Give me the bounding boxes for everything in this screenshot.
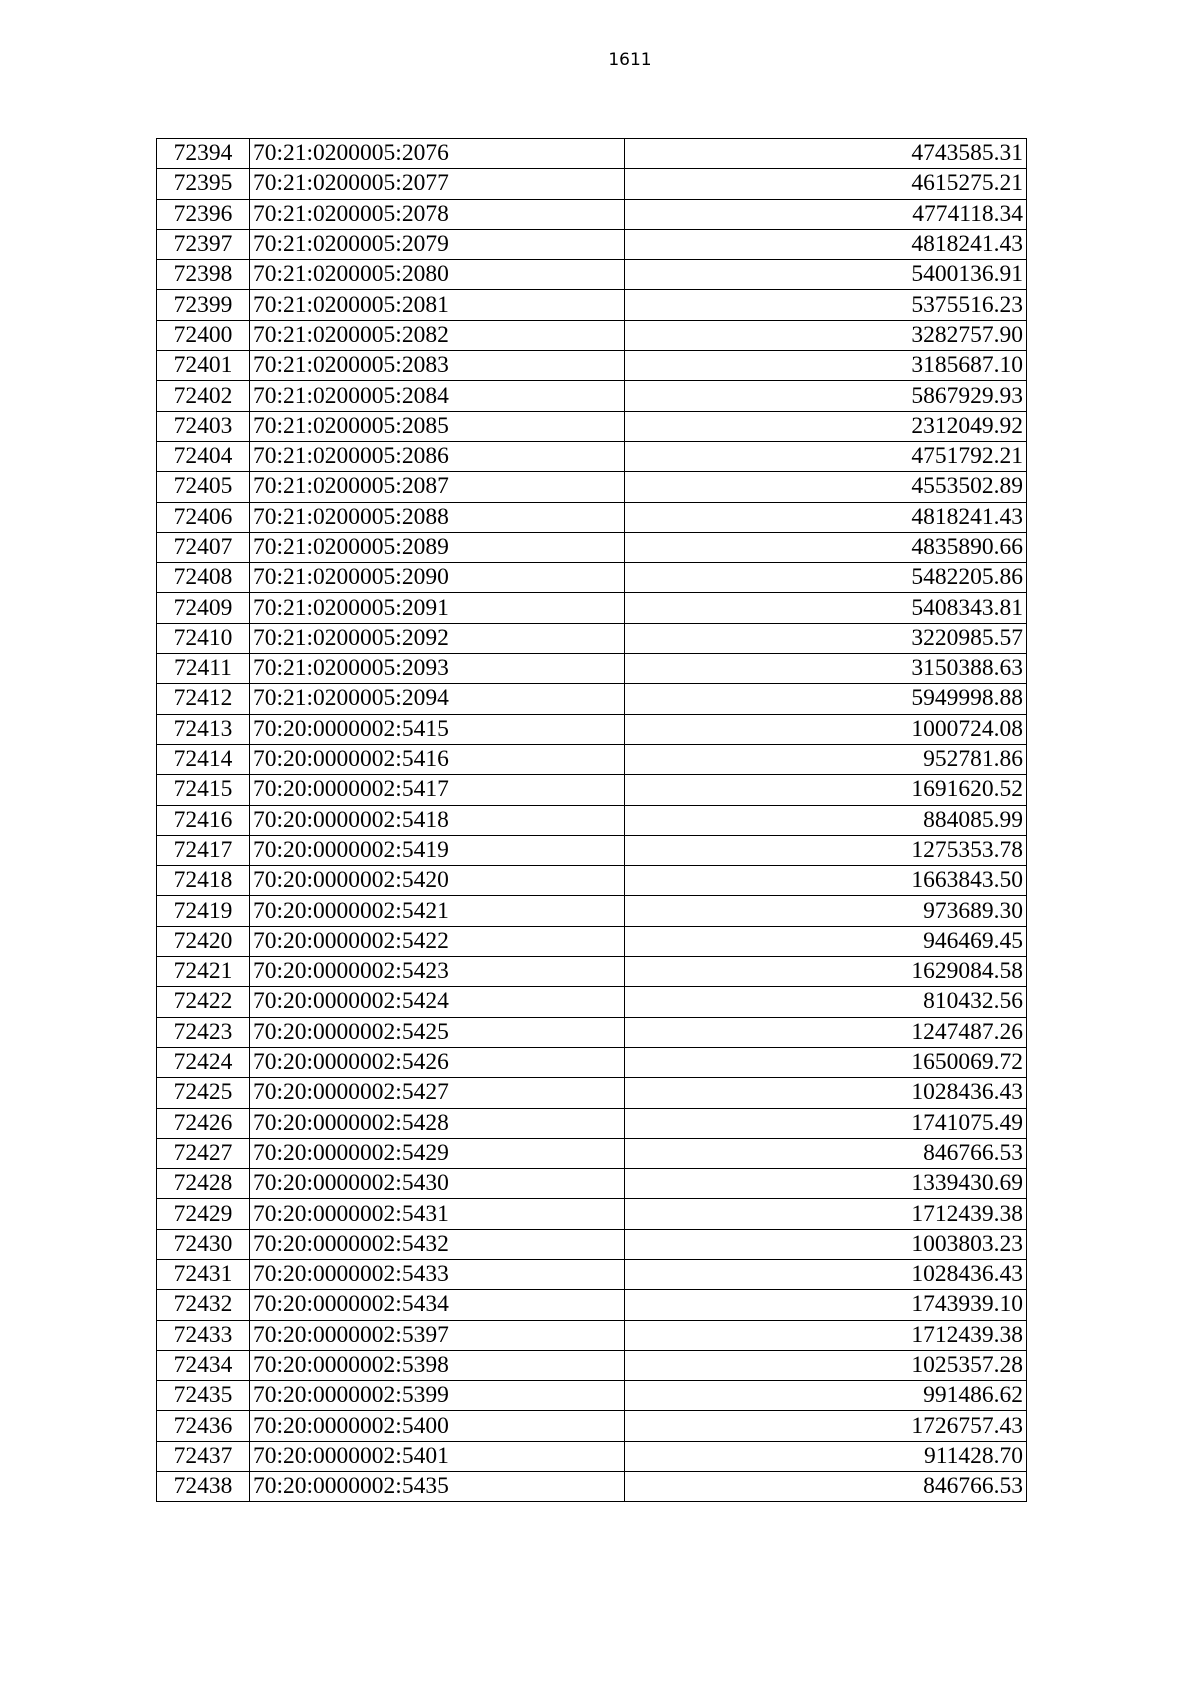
cadastral-number-cell: 70:21:0200005:2088 [250, 502, 625, 532]
registry-table-body [157, 139, 1027, 1502]
row-number-cell: 72438 [157, 1472, 250, 1502]
table-row [157, 1259, 1027, 1289]
table-row [157, 1108, 1027, 1138]
table-row [157, 1078, 1027, 1108]
cadastral-number-cell: 70:20:0000002:5432 [250, 1229, 625, 1259]
table-row [157, 1047, 1027, 1077]
row-number-cell: 72427 [157, 1138, 250, 1168]
cadastral-number-cell: 70:21:0200005:2089 [250, 532, 625, 562]
row-number-cell: 72424 [157, 1047, 250, 1077]
value-cell: 5949998.88 [625, 684, 1027, 714]
cadastral-number-cell: 70:21:0200005:2077 [250, 169, 625, 199]
cadastral-number-cell: 70:20:0000002:5401 [250, 1441, 625, 1471]
value-cell: 991486.62 [625, 1381, 1027, 1411]
value-cell: 4818241.43 [625, 502, 1027, 532]
table-row [157, 593, 1027, 623]
row-number-cell: 72423 [157, 1017, 250, 1047]
value-cell: 4553502.89 [625, 472, 1027, 502]
value-cell: 5867929.93 [625, 381, 1027, 411]
cadastral-number-cell: 70:20:0000002:5398 [250, 1350, 625, 1380]
cadastral-number-cell: 70:20:0000002:5417 [250, 775, 625, 805]
cadastral-number-cell: 70:21:0200005:2086 [250, 441, 625, 471]
row-number-cell: 72426 [157, 1108, 250, 1138]
row-number-cell: 72431 [157, 1259, 250, 1289]
value-cell: 1275353.78 [625, 835, 1027, 865]
cadastral-number-cell: 70:20:0000002:5427 [250, 1078, 625, 1108]
row-number-cell: 72417 [157, 835, 250, 865]
table-row [157, 290, 1027, 320]
cadastral-number-cell: 70:20:0000002:5399 [250, 1381, 625, 1411]
cadastral-number-cell: 70:20:0000002:5426 [250, 1047, 625, 1077]
row-number-cell: 72436 [157, 1411, 250, 1441]
cadastral-number-cell: 70:20:0000002:5431 [250, 1199, 625, 1229]
table-row [157, 866, 1027, 896]
cadastral-number-cell: 70:20:0000002:5424 [250, 987, 625, 1017]
cadastral-number-cell: 70:20:0000002:5419 [250, 835, 625, 865]
cadastral-number-cell: 70:20:0000002:5435 [250, 1472, 625, 1502]
value-cell: 5400136.91 [625, 260, 1027, 290]
value-cell: 5482205.86 [625, 563, 1027, 593]
cadastral-number-cell: 70:21:0200005:2090 [250, 563, 625, 593]
cadastral-number-cell: 70:21:0200005:2087 [250, 472, 625, 502]
table-row [157, 1350, 1027, 1380]
cadastral-number-cell: 70:20:0000002:5428 [250, 1108, 625, 1138]
table-row [157, 472, 1027, 502]
cadastral-number-cell: 70:20:0000002:5397 [250, 1320, 625, 1350]
cadastral-number-cell: 70:21:0200005:2076 [250, 139, 625, 169]
row-number-cell: 72405 [157, 472, 250, 502]
value-cell: 846766.53 [625, 1472, 1027, 1502]
row-number-cell: 72395 [157, 169, 250, 199]
table-row [157, 320, 1027, 350]
row-number-cell: 72429 [157, 1199, 250, 1229]
value-cell: 3150388.63 [625, 654, 1027, 684]
table-row [157, 1441, 1027, 1471]
table-row [157, 1290, 1027, 1320]
value-cell: 952781.86 [625, 744, 1027, 774]
table-row [157, 684, 1027, 714]
table-row [157, 896, 1027, 926]
row-number-cell: 72430 [157, 1229, 250, 1259]
table-row [157, 441, 1027, 471]
value-cell: 1247487.26 [625, 1017, 1027, 1047]
value-cell: 5408343.81 [625, 593, 1027, 623]
table-row [157, 1199, 1027, 1229]
table-row [157, 957, 1027, 987]
value-cell: 5375516.23 [625, 290, 1027, 320]
value-cell: 884085.99 [625, 805, 1027, 835]
cadastral-number-cell: 70:21:0200005:2085 [250, 411, 625, 441]
value-cell: 4751792.21 [625, 441, 1027, 471]
table-row [157, 532, 1027, 562]
cadastral-number-cell: 70:20:0000002:5422 [250, 926, 625, 956]
row-number-cell: 72411 [157, 654, 250, 684]
row-number-cell: 72409 [157, 593, 250, 623]
cadastral-number-cell: 70:21:0200005:2092 [250, 623, 625, 653]
value-cell: 3185687.10 [625, 351, 1027, 381]
table-row [157, 139, 1027, 169]
value-cell: 1726757.43 [625, 1411, 1027, 1441]
value-cell: 2312049.92 [625, 411, 1027, 441]
table-row [157, 199, 1027, 229]
row-number-cell: 72421 [157, 957, 250, 987]
row-number-cell: 72400 [157, 320, 250, 350]
value-cell: 1663843.50 [625, 866, 1027, 896]
value-cell: 1743939.10 [625, 1290, 1027, 1320]
row-number-cell: 72410 [157, 623, 250, 653]
value-cell: 4818241.43 [625, 229, 1027, 259]
table-row [157, 835, 1027, 865]
row-number-cell: 72414 [157, 744, 250, 774]
table-row [157, 1169, 1027, 1199]
row-number-cell: 72412 [157, 684, 250, 714]
row-number-cell: 72404 [157, 441, 250, 471]
row-number-cell: 72397 [157, 229, 250, 259]
cadastral-number-cell: 70:21:0200005:2082 [250, 320, 625, 350]
table-row [157, 623, 1027, 653]
row-number-cell: 72420 [157, 926, 250, 956]
row-number-cell: 72401 [157, 351, 250, 381]
table-row [157, 1017, 1027, 1047]
row-number-cell: 72406 [157, 502, 250, 532]
row-number-cell: 72416 [157, 805, 250, 835]
value-cell: 1339430.69 [625, 1169, 1027, 1199]
cadastral-number-cell: 70:21:0200005:2079 [250, 229, 625, 259]
cadastral-number-cell: 70:20:0000002:5400 [250, 1411, 625, 1441]
row-number-cell: 72407 [157, 532, 250, 562]
cadastral-number-cell: 70:21:0200005:2083 [250, 351, 625, 381]
value-cell: 1028436.43 [625, 1078, 1027, 1108]
row-number-cell: 72415 [157, 775, 250, 805]
value-cell: 1000724.08 [625, 714, 1027, 744]
cadastral-number-cell: 70:20:0000002:5430 [250, 1169, 625, 1199]
cadastral-number-cell: 70:20:0000002:5421 [250, 896, 625, 926]
value-cell: 1691620.52 [625, 775, 1027, 805]
value-cell: 1003803.23 [625, 1229, 1027, 1259]
cadastral-number-cell: 70:20:0000002:5423 [250, 957, 625, 987]
table-row [157, 744, 1027, 774]
cadastral-number-cell: 70:21:0200005:2094 [250, 684, 625, 714]
table-row [157, 805, 1027, 835]
row-number-cell: 72403 [157, 411, 250, 441]
value-cell: 1712439.38 [625, 1199, 1027, 1229]
cadastral-number-cell: 70:20:0000002:5429 [250, 1138, 625, 1168]
table-row [157, 926, 1027, 956]
page-number: 1611 [608, 50, 652, 70]
cadastral-number-cell: 70:21:0200005:2078 [250, 199, 625, 229]
row-number-cell: 72418 [157, 866, 250, 896]
table-row [157, 1472, 1027, 1502]
row-number-cell: 72433 [157, 1320, 250, 1350]
row-number-cell: 72394 [157, 139, 250, 169]
registry-table [156, 138, 1027, 1502]
value-cell: 1741075.49 [625, 1108, 1027, 1138]
table-row [157, 714, 1027, 744]
row-number-cell: 72399 [157, 290, 250, 320]
table-row [157, 502, 1027, 532]
value-cell: 4743585.31 [625, 139, 1027, 169]
value-cell: 946469.45 [625, 926, 1027, 956]
cadastral-number-cell: 70:20:0000002:5434 [250, 1290, 625, 1320]
row-number-cell: 72413 [157, 714, 250, 744]
table-row [157, 351, 1027, 381]
value-cell: 1712439.38 [625, 1320, 1027, 1350]
cadastral-number-cell: 70:20:0000002:5433 [250, 1259, 625, 1289]
value-cell: 4774118.34 [625, 199, 1027, 229]
value-cell: 1650069.72 [625, 1047, 1027, 1077]
table-row [157, 1320, 1027, 1350]
value-cell: 911428.70 [625, 1441, 1027, 1471]
table-row [157, 1381, 1027, 1411]
table-row [157, 775, 1027, 805]
row-number-cell: 72422 [157, 987, 250, 1017]
value-cell: 846766.53 [625, 1138, 1027, 1168]
row-number-cell: 72428 [157, 1169, 250, 1199]
value-cell: 4615275.21 [625, 169, 1027, 199]
row-number-cell: 72402 [157, 381, 250, 411]
row-number-cell: 72408 [157, 563, 250, 593]
table-row [157, 411, 1027, 441]
value-cell: 973689.30 [625, 896, 1027, 926]
table-row [157, 169, 1027, 199]
row-number-cell: 72396 [157, 199, 250, 229]
row-number-cell: 72434 [157, 1350, 250, 1380]
cadastral-number-cell: 70:21:0200005:2091 [250, 593, 625, 623]
value-cell: 4835890.66 [625, 532, 1027, 562]
cadastral-number-cell: 70:20:0000002:5416 [250, 744, 625, 774]
table-row [157, 563, 1027, 593]
table-row [157, 987, 1027, 1017]
table-row [157, 654, 1027, 684]
cadastral-number-cell: 70:21:0200005:2081 [250, 290, 625, 320]
row-number-cell: 72432 [157, 1290, 250, 1320]
value-cell: 810432.56 [625, 987, 1027, 1017]
value-cell: 3220985.57 [625, 623, 1027, 653]
row-number-cell: 72398 [157, 260, 250, 290]
row-number-cell: 72425 [157, 1078, 250, 1108]
cadastral-number-cell: 70:20:0000002:5415 [250, 714, 625, 744]
cadastral-number-cell: 70:21:0200005:2080 [250, 260, 625, 290]
table-row [157, 1138, 1027, 1168]
row-number-cell: 72419 [157, 896, 250, 926]
value-cell: 1629084.58 [625, 957, 1027, 987]
table-row [157, 1411, 1027, 1441]
row-number-cell: 72437 [157, 1441, 250, 1471]
table-row [157, 260, 1027, 290]
table-row [157, 381, 1027, 411]
value-cell: 1028436.43 [625, 1259, 1027, 1289]
row-number-cell: 72435 [157, 1381, 250, 1411]
table-row [157, 1229, 1027, 1259]
table-row [157, 229, 1027, 259]
cadastral-number-cell: 70:20:0000002:5425 [250, 1017, 625, 1047]
cadastral-number-cell: 70:20:0000002:5418 [250, 805, 625, 835]
cadastral-number-cell: 70:21:0200005:2093 [250, 654, 625, 684]
cadastral-number-cell: 70:21:0200005:2084 [250, 381, 625, 411]
cadastral-number-cell: 70:20:0000002:5420 [250, 866, 625, 896]
value-cell: 1025357.28 [625, 1350, 1027, 1380]
value-cell: 3282757.90 [625, 320, 1027, 350]
